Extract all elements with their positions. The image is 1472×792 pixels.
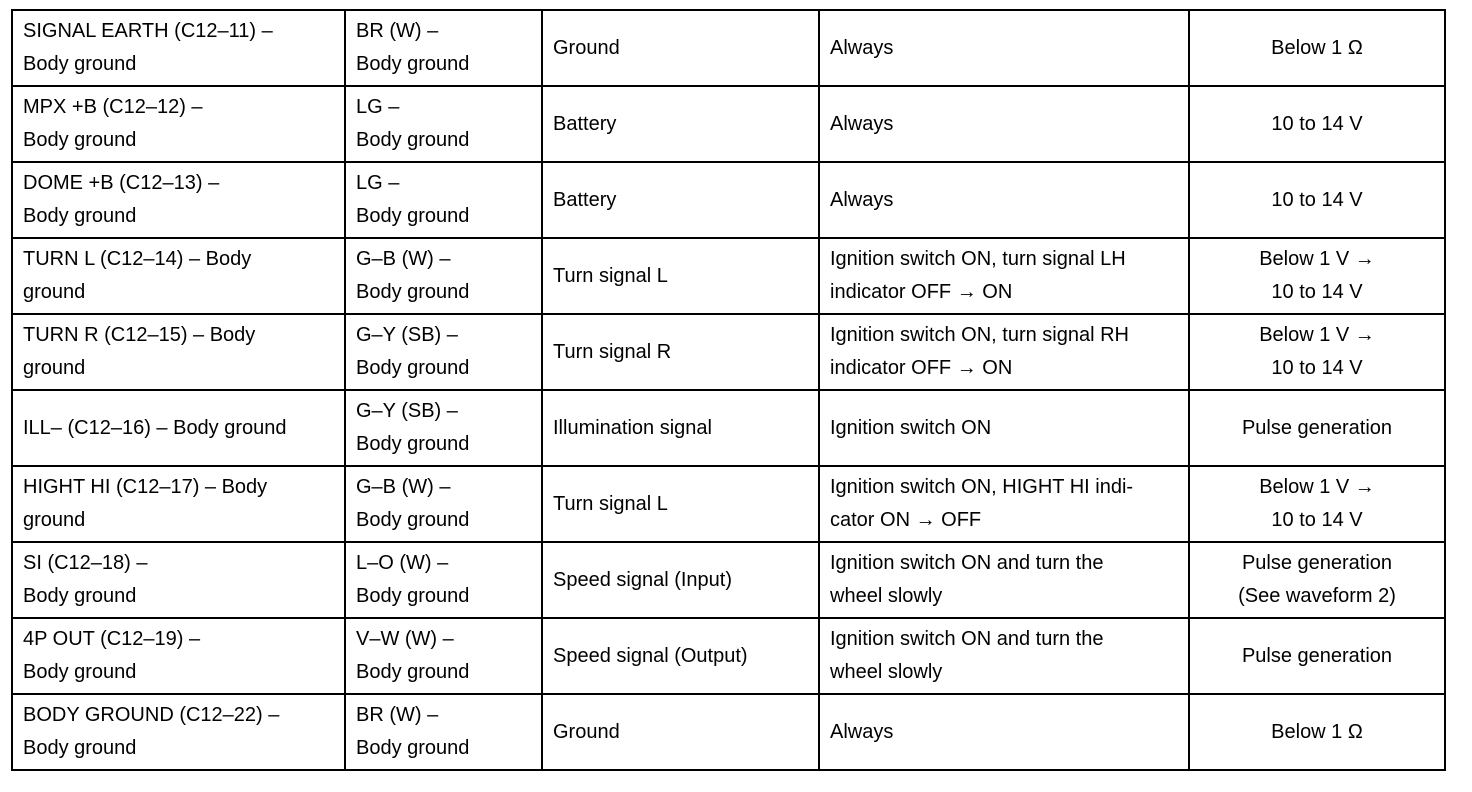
condition-cell: Always bbox=[819, 86, 1189, 162]
table-row bbox=[12, 390, 1445, 466]
specified-value-cell: Pulse generation bbox=[1189, 618, 1445, 694]
terminal-cell: HIGHT HI (C12–17) – Body ground bbox=[12, 466, 345, 542]
condition-cell: Ignition switch ON bbox=[819, 390, 1189, 466]
specified-value-cell: Below 1 V → 10 to 14 V bbox=[1189, 314, 1445, 390]
specified-value-cell: Below 1 Ω bbox=[1189, 694, 1445, 770]
table-row bbox=[12, 238, 1445, 314]
condition-cell: Always bbox=[819, 10, 1189, 86]
terminal-cell: MPX +B (C12–12) – Body ground bbox=[12, 86, 345, 162]
table-row bbox=[12, 10, 1445, 86]
wiring-color-cell: G–B (W) – Body ground bbox=[345, 466, 542, 542]
specified-value-cell: 10 to 14 V bbox=[1189, 162, 1445, 238]
condition-cell: Ignition switch ON and turn the wheel slowly bbox=[819, 618, 1189, 694]
terminal-inspection-table bbox=[11, 9, 1446, 771]
item-cell: Turn signal L bbox=[542, 238, 819, 314]
condition-cell: Always bbox=[819, 694, 1189, 770]
table-row bbox=[12, 694, 1445, 770]
condition-cell: Ignition switch ON, turn signal LH indicator OFF → ON bbox=[819, 238, 1189, 314]
wiring-color-cell: LG – Body ground bbox=[345, 86, 542, 162]
table-body bbox=[12, 10, 1445, 770]
item-cell: Battery bbox=[542, 86, 819, 162]
specified-value-cell: Below 1 Ω bbox=[1189, 10, 1445, 86]
item-cell: Battery bbox=[542, 162, 819, 238]
wiring-color-cell: G–B (W) – Body ground bbox=[345, 238, 542, 314]
item-cell: Illumination signal bbox=[542, 390, 819, 466]
condition-cell: Always bbox=[819, 162, 1189, 238]
wiring-color-cell: LG – Body ground bbox=[345, 162, 542, 238]
terminal-cell: 4P OUT (C12–19) – Body ground bbox=[12, 618, 345, 694]
table-row bbox=[12, 466, 1445, 542]
specified-value-cell: Below 1 V → 10 to 14 V bbox=[1189, 238, 1445, 314]
wiring-color-cell: BR (W) – Body ground bbox=[345, 10, 542, 86]
specified-value-cell: 10 to 14 V bbox=[1189, 86, 1445, 162]
item-cell: Turn signal R bbox=[542, 314, 819, 390]
terminal-cell: BODY GROUND (C12–22) – Body ground bbox=[12, 694, 345, 770]
table-row bbox=[12, 86, 1445, 162]
wiring-color-cell: BR (W) – Body ground bbox=[345, 694, 542, 770]
table-row bbox=[12, 542, 1445, 618]
specified-value-cell: Pulse generation bbox=[1189, 390, 1445, 466]
condition-cell: Ignition switch ON and turn the wheel slowly bbox=[819, 542, 1189, 618]
item-cell: Speed signal (Output) bbox=[542, 618, 819, 694]
item-cell: Speed signal (Input) bbox=[542, 542, 819, 618]
terminal-cell: TURN L (C12–14) – Body ground bbox=[12, 238, 345, 314]
wiring-color-cell: L–O (W) – Body ground bbox=[345, 542, 542, 618]
terminal-cell: ILL– (C12–16) – Body ground bbox=[12, 390, 345, 466]
terminal-cell: SI (C12–18) – Body ground bbox=[12, 542, 345, 618]
table-row bbox=[12, 618, 1445, 694]
wiring-color-cell: G–Y (SB) – Body ground bbox=[345, 390, 542, 466]
condition-cell: Ignition switch ON, turn signal RH indicator OFF → ON bbox=[819, 314, 1189, 390]
item-cell: Ground bbox=[542, 694, 819, 770]
item-cell: Ground bbox=[542, 10, 819, 86]
terminal-cell: TURN R (C12–15) – Body ground bbox=[12, 314, 345, 390]
specified-value-cell: Below 1 V → 10 to 14 V bbox=[1189, 466, 1445, 542]
item-cell: Turn signal L bbox=[542, 466, 819, 542]
table-row bbox=[12, 314, 1445, 390]
terminal-cell: SIGNAL EARTH (C12–11) – Body ground bbox=[12, 10, 345, 86]
condition-cell: Ignition switch ON, HIGHT HI indi- cator ON → OFF bbox=[819, 466, 1189, 542]
table-row bbox=[12, 162, 1445, 238]
specified-value-cell: Pulse generation (See waveform 2) bbox=[1189, 542, 1445, 618]
terminal-cell: DOME +B (C12–13) – Body ground bbox=[12, 162, 345, 238]
wiring-color-cell: G–Y (SB) – Body ground bbox=[345, 314, 542, 390]
wiring-color-cell: V–W (W) – Body ground bbox=[345, 618, 542, 694]
